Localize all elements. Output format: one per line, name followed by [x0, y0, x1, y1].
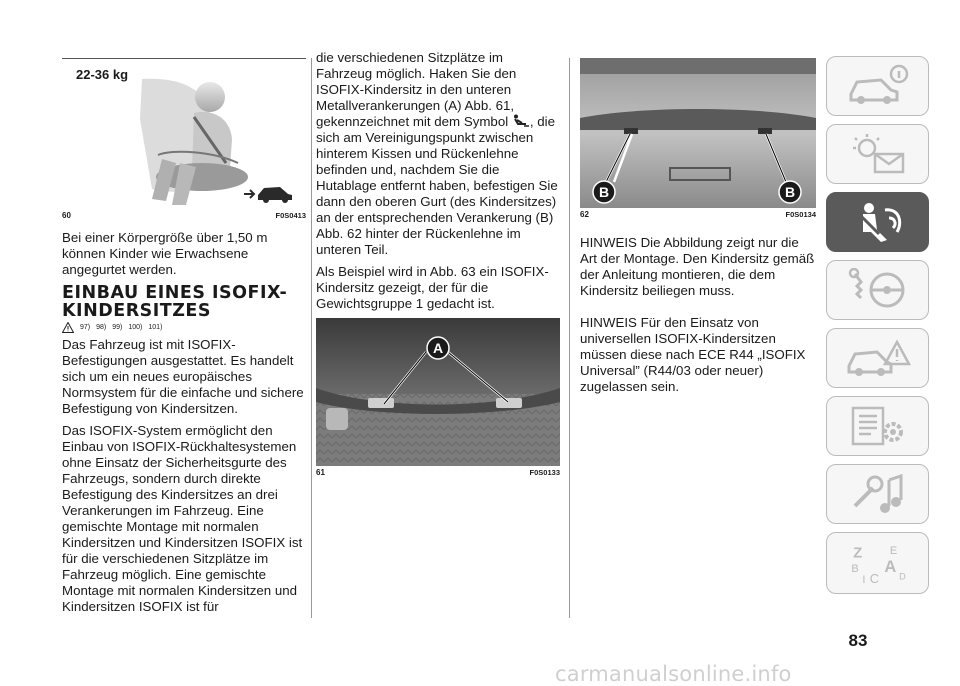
svg-text:E: E — [889, 544, 897, 557]
figure-62-caption — [580, 210, 816, 219]
svg-text:I: I — [861, 574, 865, 585]
figure-62-label-b-right: B — [784, 184, 796, 200]
column-3 — [580, 58, 816, 401]
body-paragraph: Das ISOFIX-System ermöglicht den Einbau von ISOFIX-Rückhaltesystemen ohne Einsatz der Sicherheitsgurte des Fahrzeugs, sondern durch direkte Befestigung des Kindersitzes an drei Verankerungen im Fahrzeug. Eine gemischte Montage mit normalen Kindersitzen und Kindersitzen ISOFIX ist für die verschiedenen Sitzplätze im Fahrzeug möglich. Eine gemischte Montage mit normalen Kindersitzen und Kindersitzen ISOFIX ist für — [62, 423, 303, 614]
rear-anchor-photo — [580, 58, 816, 208]
sidebar-tab-safety[interactable] — [826, 192, 929, 252]
sidebar-tab-index[interactable] — [826, 532, 929, 594]
car-emergency-icon — [845, 336, 911, 380]
alphabet-index-icon — [845, 541, 911, 585]
figure-code: F0S0134 — [785, 210, 816, 219]
warning-ref: 97) — [80, 324, 91, 331]
warning-lights-message-icon — [845, 132, 911, 176]
isofix-anchor-photo — [316, 318, 560, 466]
figure-code: F0S0413 — [275, 211, 306, 220]
figure-number: 62 — [580, 210, 589, 219]
svg-text:A: A — [883, 558, 896, 577]
figure-62 — [580, 58, 816, 208]
warning-ref: 98) — [96, 324, 107, 331]
figure-60 — [62, 58, 306, 209]
figure-62-label-b-left: B — [598, 184, 610, 200]
child-booster-seat-illustration — [62, 59, 306, 209]
paragraph-text: die verschiedenen Sitzplätze im Fahrzeug möglich. Haken Sie den ISOFIX-Kindersitz in den unteren Metallverankerungen (A) Abb. 61, gekennzeichnet mit dem Symbol — [316, 50, 517, 129]
svg-text:B: B — [850, 563, 859, 576]
column-1 — [62, 58, 306, 621]
key-steering-wheel-icon — [845, 268, 911, 312]
figure-number: 61 — [316, 468, 325, 477]
paragraph-text: , die sich am Vereinigungspunkt zwischen hinterem Kissen und Rückenlehne befinden und, nachdem Sie die Hutablage entfernt haben, befestigen Sie dann den oberen Gurt (des Kindersitzes) an der entsprechenden Verankerung (B) Abb. 62 hinter der Rückenlehne im unteren Teil. — [316, 114, 558, 257]
svg-text:C: C — [869, 571, 879, 585]
column-divider — [569, 58, 570, 618]
body-paragraph — [316, 50, 560, 258]
body-paragraph: Das Fahrzeug ist mit ISOFIX-Befestigungen ausgestattet. Es handelt sich um ein neues europäisches Normsystem für die einfache und sichere Befestigung von Kindersitzen. — [62, 337, 304, 416]
intro-paragraph: Bei einer Körpergröße über 1,50 m können Kinder wie Erwachsene angegurtet werden. — [62, 230, 268, 277]
sidebar-tab-starting-driving[interactable] — [826, 260, 929, 320]
isofix-symbol-icon — [512, 114, 530, 128]
figure-61 — [316, 318, 560, 466]
figure-61-label-a: A — [432, 340, 444, 356]
section-heading: EINBAU EINES ISOFIX-KINDERSITZES — [62, 283, 288, 321]
sidebar-tab-maintenance[interactable] — [826, 396, 929, 456]
maintenance-gear-icon — [845, 404, 911, 448]
svg-text:Z: Z — [852, 545, 862, 562]
warning-ref: 99) — [112, 324, 123, 331]
figure-number: 60 — [62, 211, 71, 220]
column-divider — [311, 58, 312, 618]
sidebar-tab-vehicle-info[interactable] — [826, 56, 929, 116]
warning-references — [62, 322, 306, 333]
column-2 — [316, 50, 560, 477]
note-paragraph: HINWEIS Die Abbildung zeigt nur die Art der Montage. Den Kindersitz gemäß der Anleitung montieren, die dem Kindersitz beiliegen muss. — [580, 235, 815, 298]
note-paragraph: HINWEIS Für den Einsatz von universellen ISOFIX-Kindersitzen müssen diese nach ECE R44 „ISOFIX Universal” (R44/03 oder neuer) zugelassen sein. — [580, 315, 806, 394]
sidebar-tab-emergency[interactable] — [826, 328, 929, 388]
car-info-icon — [845, 64, 911, 108]
figure-60-caption — [62, 211, 306, 220]
figure-code: F0S0133 — [529, 468, 560, 477]
warning-triangle-icon — [62, 322, 74, 333]
sidebar-tab-warning-lights[interactable] — [826, 124, 929, 184]
body-paragraph: Als Beispiel wird in Abb. 63 ein ISOFIX-Kindersitz gezeigt, der für die Gewichtsgruppe 1 gedacht ist. — [316, 264, 549, 311]
figure-60-weight-label: 22-36 kg — [76, 67, 129, 82]
page-number: 83 — [848, 631, 868, 650]
warning-ref: 101) — [148, 324, 163, 331]
svg-text:D: D — [898, 571, 906, 582]
car-side-icon — [244, 187, 292, 203]
figure-61-caption — [316, 468, 560, 477]
site-watermark: carmanualsonline.info — [555, 662, 792, 686]
chapter-sidebar — [826, 56, 929, 602]
warning-ref: 100) — [128, 324, 143, 331]
sidebar-tab-multimedia[interactable] — [826, 464, 929, 524]
seat-airbag-safety-icon — [845, 200, 911, 244]
wrench-music-note-icon — [845, 472, 911, 516]
